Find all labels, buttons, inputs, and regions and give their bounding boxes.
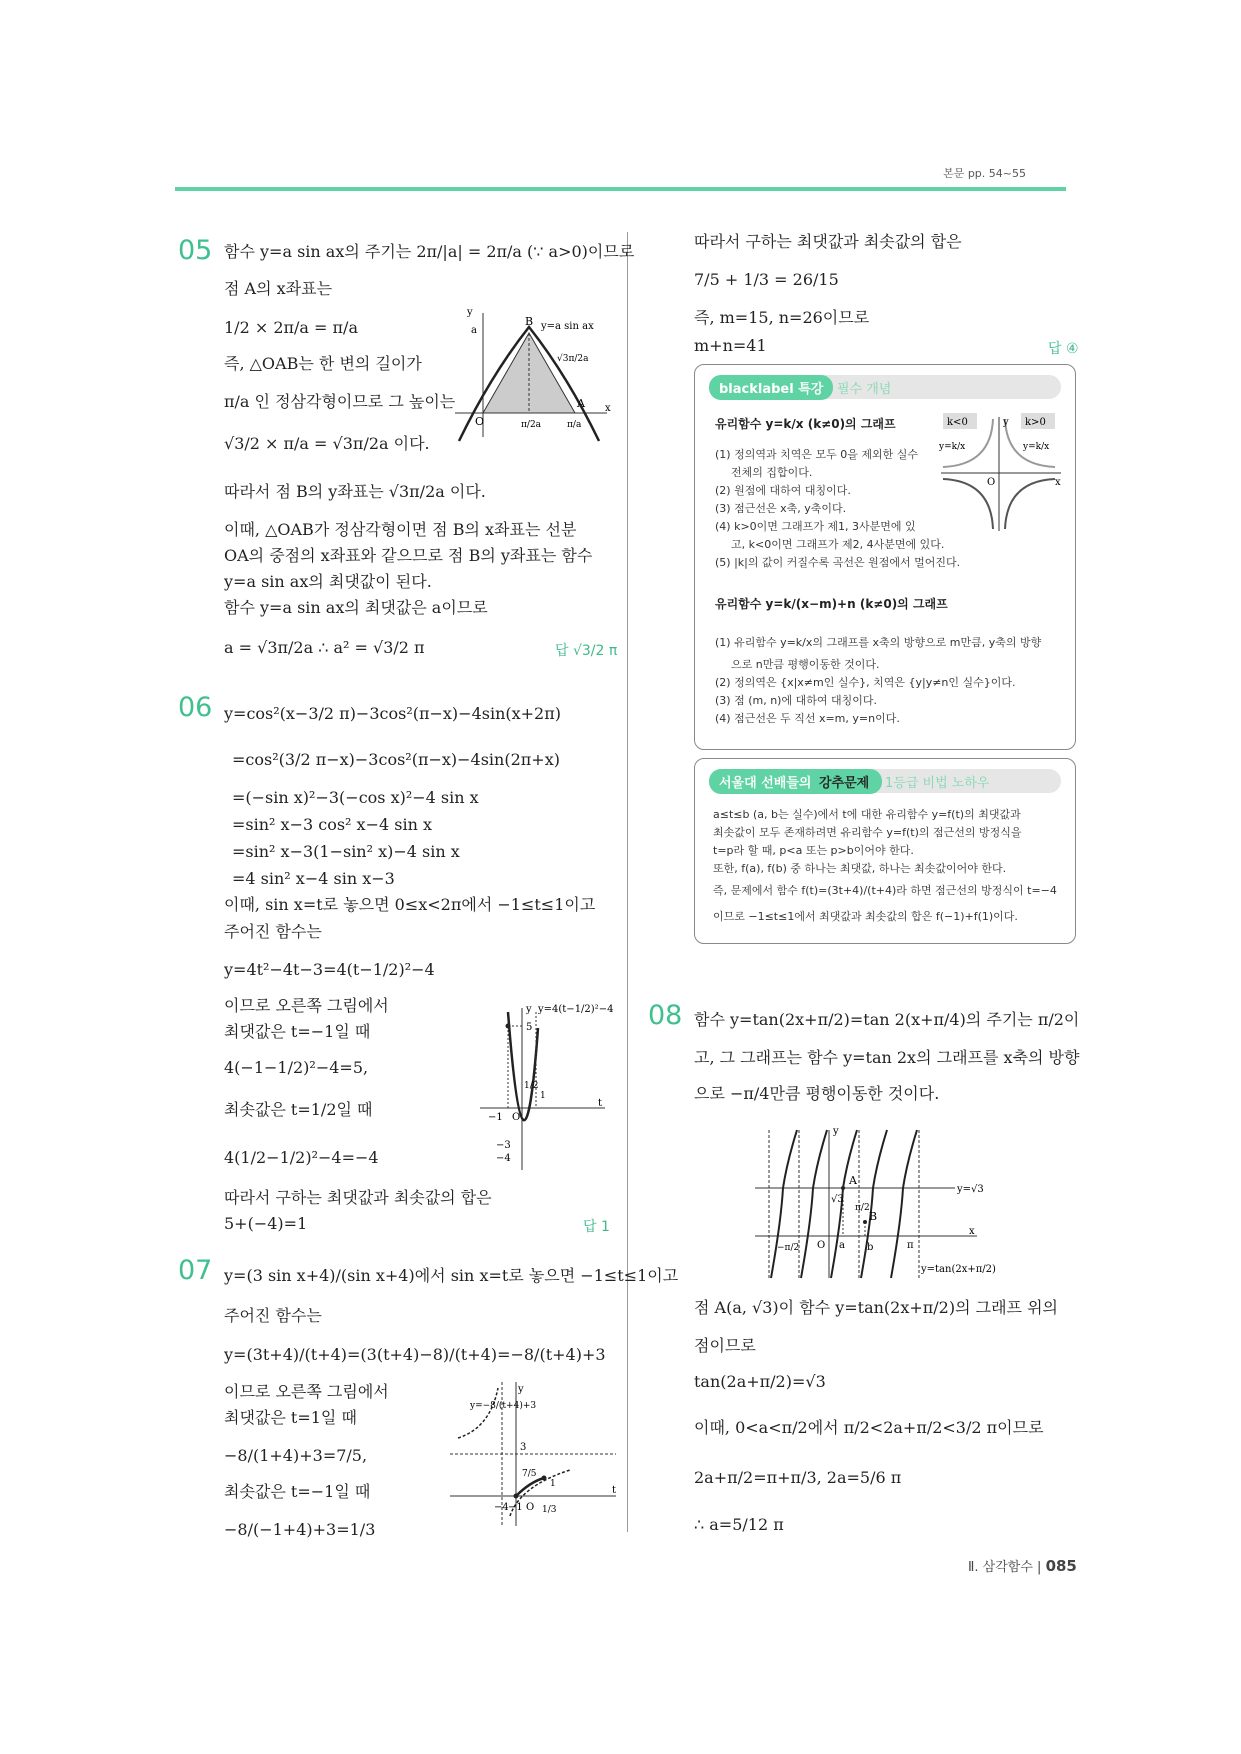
neg1-label: −1 [508,1502,523,1513]
footer-chapter: Ⅱ. 삼각함수 [968,1560,1033,1575]
p05-line: √3/2 × π/a = √3π/2a 이다. [224,434,430,453]
concept-item: 고, k<0이면 그래프가 제2, 4사분면에 있다. [731,538,945,551]
p07-line: y=(3t+4)/(t+4)=(3(t+4)−8)/(t+4)=−8/(t+4)+3 [224,1345,606,1364]
point-A [841,1186,845,1190]
p07-rational-graph [450,1378,620,1528]
pa-label: π/a [567,420,582,430]
pi2-label: π/2 [855,1203,870,1213]
half-label: 1/2 [524,1081,539,1091]
p07-line: 주어진 함수는 [224,1306,322,1325]
concept-item: (1) 정의역과 치역은 모두 0을 제외한 실수 [715,448,918,461]
p06-line: 이때, sin x=t로 놓으면 0≤x<2π에서 −1≤t≤1이고 [224,895,596,914]
p05-line: OA의 중점의 x좌표와 같으므로 점 B의 y좌표는 함수 [224,546,593,565]
concept-item: (4) k>0이면 그래프가 제1, 3사분면에 있 [715,520,916,533]
max-point [506,1024,511,1029]
p06-line: 주어진 함수는 [224,922,322,941]
hyperbola-q4 [1005,479,1055,529]
p08-line: 함수 y=tan(2x+π/2)=tan 2(x+π/4)의 주기는 π/2이 [694,1010,1080,1029]
sevenfifths-label: 7/5 [522,1469,537,1479]
three-label: 3 [520,1442,527,1453]
negpi2-label: −π/2 [777,1243,800,1253]
column-divider [627,232,628,1532]
concept-box [694,364,1076,750]
y-label: y [518,1384,524,1395]
tip-line: 즉, 문제에서 함수 f(t)=(3t+4)/(t+4)라 하면 점근선의 방정식이 t=−4 [713,884,1057,897]
p06-line: 4(1/2−1/2)²−4=−4 [224,1148,379,1167]
p06-parabola-graph [480,998,615,1173]
tip-box-tag [709,769,882,794]
p06-line: 최댓값은 t=−1일 때 [224,1022,371,1041]
footer-separator: | [1037,1560,1046,1575]
p08-tan-graph [755,1122,1015,1282]
tip-line: t=p라 할 때, p<a 또는 p>b이어야 한다. [713,844,914,857]
O-label: O [817,1240,826,1251]
p06-line: y=cos²(x−3/2 π)−3cos²(π−x)−4sin(x+2π) [224,704,561,723]
p07cont-line: m+n=41 [694,336,767,355]
x-label: x [1055,477,1061,488]
tip-line: a≤t≤b (a, b는 실수)에서 t에 대한 유리함수 y=f(t)의 최댓값과 [713,808,1021,821]
concept-item: (5) |k|의 값이 커질수록 곡선은 원점에서 멀어진다. [715,556,961,569]
half-label: π/2a [521,420,542,430]
p06-line: y=4t²−4t−3=4(t−1/2)²−4 [224,960,435,979]
hyperbola-graph [935,409,1065,535]
b-label: b [867,1242,874,1253]
p05-line: 점 A의 x좌표는 [224,279,333,298]
tan-branch-5 [891,1130,917,1278]
point-B [863,1220,867,1224]
O-label: O [475,415,485,428]
tip-box-subtag: 1등급 비법 노하우 [885,776,990,791]
p06-line: 최솟값은 t=1/2일 때 [224,1100,373,1119]
p08-line: ∴ a=5/12 π [694,1515,784,1534]
p05-line: 따라서 점 B의 y좌표는 √3π/2a 이다. [224,482,486,501]
tip-tag2: 강추문제 [816,776,872,791]
p07-answer: 답 ④ [1048,341,1079,357]
kpos-label: k>0 [1025,417,1046,428]
concept-item: (2) 정의역은 {x|x≠m인 실수}, 치역은 {y|y≠n인 실수}이다. [715,676,1016,689]
p05-sine-graph [455,305,615,445]
p05-line: a = √3π/2a ∴ a² = √3/2 π [224,638,425,657]
neg1-label: −1 [488,1112,503,1123]
a-label: a [471,325,477,336]
problem-number-05: 05 [178,235,213,266]
p05-answer: 답 √3/2 π [555,643,618,659]
y-label: y [467,307,473,318]
y-label: y [833,1126,839,1137]
concept-heading-1: 유리함수 y=k/x (k≠0)의 그래프 [715,417,896,431]
tip-line: 또한, f(a), f(b) 중 하나는 최댓값, 하나는 최솟값이어야 한다. [713,862,1007,875]
p08-line: 으로 −π/4만큼 평행이동한 것이다. [694,1084,940,1103]
p05-line: 1/2 × 2π/a = π/a [224,318,358,337]
p08-line: 이때, 0<a<π/2에서 π/2<2a+π/2<3/2 π이므로 [694,1418,1044,1437]
eq-label: y=−8/(t+4)+3 [470,1401,537,1411]
tan-branch-1 [771,1130,800,1278]
p07-line: y=(3 sin x+4)/(sin x+4)에서 sin x=t로 놓으면 −1≤t≤1이고 [224,1266,679,1285]
height-label: √3π/2a [557,354,589,364]
p08-line: 고, 그 그래프는 함수 y=tan 2x의 그래프를 x축의 방향 [694,1048,1080,1067]
tip-line: 최솟값이 모두 존재하려면 유리함수 y=f(t)의 점근선의 방정식을 [713,826,1022,839]
t-label: t [612,1485,617,1496]
tip-box [694,758,1076,944]
O-label: O [987,477,996,488]
tan-branch-2 [801,1130,827,1278]
concept-item: 전체의 집합이다. [731,466,813,479]
p07-line: −8/(1+4)+3=7/5, [224,1446,368,1465]
five-label: 5 [526,1022,533,1033]
t-label: t [598,1098,603,1109]
concept-box-tag: blacklabel 특강 [709,375,833,400]
B-label: B [869,1210,878,1223]
p05-line: π/a 인 정삼각형이므로 그 높이는 [224,392,456,411]
B-label: B [525,315,534,328]
problem-number-07: 07 [178,1255,213,1286]
p05-line: 이때, △OAB가 정삼각형이면 점 B의 x좌표는 선분 [224,520,577,539]
p06-line: =sin² x−3(1−sin² x)−4 sin x [232,842,460,861]
p05-line: 함수 y=a sin ax의 최댓값은 a이므로 [224,598,488,617]
p06-answer: 답 1 [583,1219,610,1235]
eq2-label: y=k/x [1023,442,1050,452]
kneg-label: k<0 [947,417,968,428]
point-max [542,1476,547,1481]
p06-line: 따라서 구하는 최댓값과 최솟값의 합은 [224,1188,492,1207]
p07cont-line: 따라서 구하는 최댓값과 최솟값의 합은 [694,232,962,251]
root3-label: √3 [831,1194,844,1205]
p06-line: =(−sin x)²−3(−cos x)²−4 sin x [232,788,479,807]
page-reference: 본문 pp. 54~55 [943,167,1026,180]
x-label: x [969,1226,975,1237]
pi-label: π [907,1240,914,1251]
p08-line: 2a+π/2=π+π/3, 2a=5/6 π [694,1468,902,1487]
problem-number-08: 08 [648,1000,683,1031]
header-rule [175,187,1066,191]
x-label: x [605,403,611,414]
one-y-label: 1 [550,1479,556,1489]
neg4-label: −4 [494,1502,509,1513]
tip-tag1: 서울대 선배들의 [719,776,812,791]
concept-heading-2: 유리함수 y=k/(x−m)+n (k≠0)의 그래프 [715,597,948,611]
p06-line: =4 sin² x−4 sin x−3 [232,869,395,888]
O-label: O [512,1112,521,1123]
p07-line: 이므로 오른쪽 그림에서 [224,1382,389,1401]
tip-line: 이므로 −1≤t≤1에서 최댓값과 최솟값의 합은 f(−1)+f(1)이다. [713,910,1018,923]
eq1-label: y=k/x [939,442,966,452]
A-label: A [577,397,585,410]
concept-item: 으로 n만큼 평행이동한 것이다. [731,658,880,671]
p07-line: 최댓값은 t=1일 때 [224,1408,357,1427]
p05-line: 즉, △OAB는 한 변의 길이가 [224,354,422,373]
concept-item: (3) 점 (m, n)에 대하여 대칭이다. [715,694,877,707]
curve-label: y=a sin ax [541,321,594,332]
footer-page-number: 085 [1045,1557,1077,1575]
p08-line: 점이므로 [694,1336,756,1355]
O-label: O [526,1502,535,1513]
problem-number-06: 06 [178,692,213,723]
hyperbola-q3 [943,477,996,529]
p07cont-line: 즉, m=15, n=26이므로 [694,308,870,327]
y-label: y [1003,417,1009,428]
p08-line: tan(2a+π/2)=√3 [694,1372,826,1391]
p06-line: 이므로 오른쪽 그림에서 [224,996,389,1015]
concept-item: (1) 유리함수 y=k/x의 그래프를 x축의 방향으로 m만큼, y축의 방향 [715,636,1042,649]
p07cont-line: 7/5 + 1/3 = 26/15 [694,270,839,289]
parabola-curve [508,1012,538,1120]
concept-item: (4) 점근선은 두 직선 x=m, y=n이다. [715,712,900,725]
y-label: y [526,1004,532,1015]
concept-item: (3) 점근선은 x축, y축이다. [715,502,847,515]
hline-label: y=√3 [957,1184,984,1195]
neg3-label: −3 [496,1140,511,1151]
a-label: a [839,1240,845,1251]
p05-line: y=a sin ax의 최댓값이 된다. [224,572,432,591]
one-label: 1 [540,1091,546,1101]
p06-line: 5+(−4)=1 [224,1214,308,1233]
eq-label: y=4(t−1/2)²−4 [538,1004,614,1015]
curve-label: y=tan(2x+π/2) [921,1264,996,1275]
curve-solid-segment [516,1478,544,1496]
p07-line: 최솟값은 t=−1일 때 [224,1482,371,1501]
A-label: A [849,1174,857,1187]
p06-line: 4(−1−1/2)²−4=5, [224,1058,369,1077]
p06-line: =sin² x−3 cos² x−4 sin x [232,815,432,834]
onethird-label: 1/3 [542,1505,557,1515]
p07-line: −8/(−1+4)+3=1/3 [224,1520,376,1539]
concept-box-subtag: 필수 개념 [837,382,892,397]
page-footer [968,1556,1077,1575]
p06-line: =cos²(3/2 π−x)−3cos²(π−x)−4sin(2π+x) [232,750,560,769]
p05-line: 함수 y=a sin ax의 주기는 2π/|a| = 2π/a (∵ a>0)이므로 [224,242,635,261]
neg4-label: −4 [496,1153,511,1164]
curve-left-branch [458,1388,498,1438]
point-min [514,1494,519,1499]
p08-line: 점 A(a, √3)이 함수 y=tan(2x+π/2)의 그래프 위의 [694,1298,1059,1317]
concept-item: (2) 원점에 대하여 대칭이다. [715,484,851,497]
